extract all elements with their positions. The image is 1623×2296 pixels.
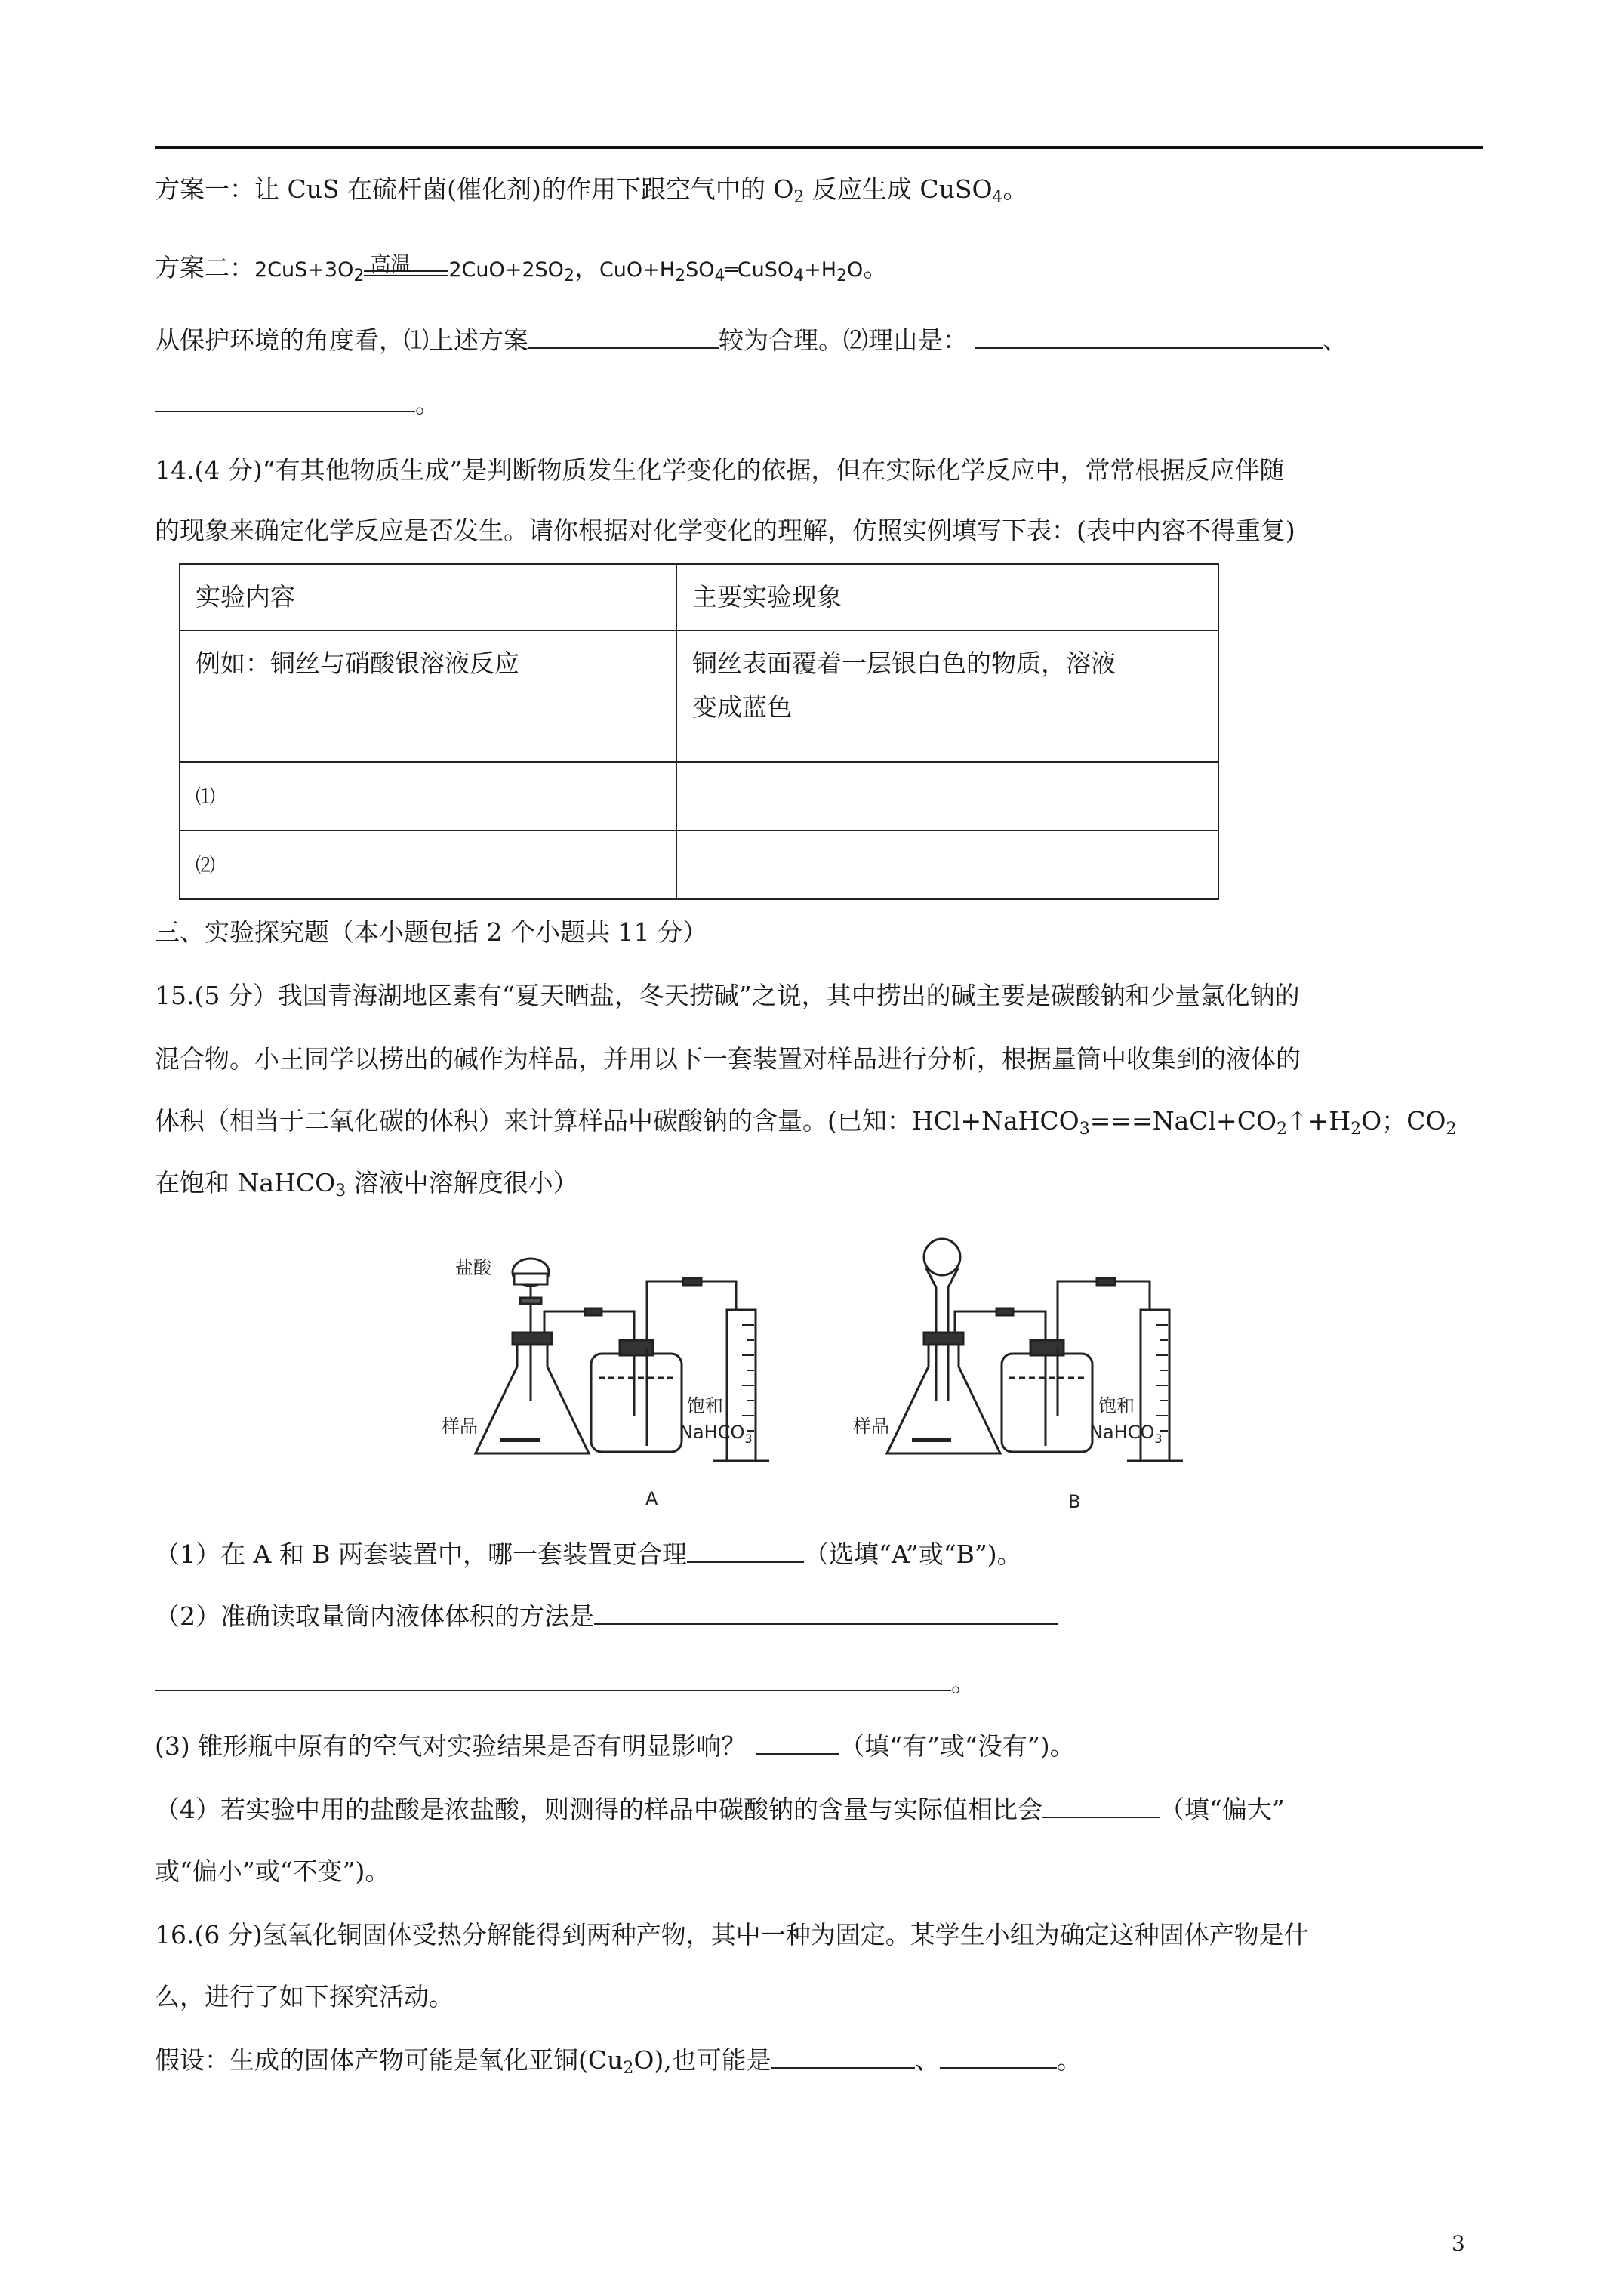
answer-blank-air-effect[interactable] bbox=[756, 1730, 839, 1755]
sample-label-a: 样品 bbox=[442, 1416, 478, 1437]
q14-line-2: 的现象来确定化学反应是否发生。请你根据对化学变化的理解，仿照实例填写下表：(表中内容不得重复) bbox=[155, 516, 1295, 545]
saturated-label-b: 饱和 bbox=[1098, 1395, 1135, 1416]
table-row bbox=[180, 630, 1218, 762]
q16-line-1: 16.(6 分)氢氧化铜固体受热分解能得到两种产物，其中一种为固定。某学生小组为确定这种固体产物是什 bbox=[155, 1920, 1309, 1949]
answer-blank-scheme[interactable] bbox=[528, 325, 719, 349]
q15-sub2: （2）准确读取量筒内液体体积的方法是 bbox=[155, 1599, 1058, 1634]
answer-blank-read-method-1[interactable] bbox=[594, 1601, 1058, 1625]
experiment-table bbox=[179, 563, 1219, 900]
q15-line-3: 体积（相当于二氧化碳的体积）来计算样品中碳酸钠的含量。(已知：$HCl+NaHCO_3===NaCl+CO_2↑+H_2O$；$CO_2$ bbox=[155, 1106, 1457, 1139]
q15-sub4: （4）若实验中用的盐酸是浓盐酸，则测得的样品中碳酸钠的含量与实际值相比会 （填“偏大” bbox=[155, 1795, 1285, 1824]
q15-line-4: 在饱和 NaHCO$_3$ 溶液中溶解度很小） bbox=[155, 1168, 578, 1200]
q15-sub1: （1）在 A 和 B 两套装置中，哪一套装置更合理 （选填“A”或“B”)。 bbox=[155, 1539, 1022, 1569]
answer-blank-deviation[interactable] bbox=[1042, 1794, 1160, 1818]
header-rule bbox=[155, 146, 1483, 149]
q16-hypothesis: 假设：生成的固体产物可能是氧化亚铜$(Cu_2O)$,也可能是 、 。 bbox=[155, 2045, 1082, 2078]
section-heading: 三、实验探究题（本小题包括 2 个小题共 11 分） bbox=[155, 917, 707, 947]
apparatus-b-label: B bbox=[1068, 1491, 1081, 1512]
q15-sub4-cont: 或“偏小”或“不变”)。 bbox=[155, 1857, 390, 1886]
table-cell[interactable]: ⑵ bbox=[180, 831, 676, 899]
table-row bbox=[180, 762, 1218, 831]
sample-label-b: 样品 bbox=[853, 1416, 889, 1437]
reaction-one: $2CuS+3O_2$ 高温 $2CuO+2SO_2$ bbox=[254, 253, 574, 285]
table-header-cell: 实验内容 bbox=[180, 564, 676, 630]
q16-line-2: 么，进行了如下探究活动。 bbox=[155, 1982, 454, 2011]
q15-sub2-cont: 。 bbox=[155, 1666, 976, 1700]
answer-blank-reason-1[interactable] bbox=[975, 325, 1323, 349]
table-row bbox=[180, 831, 1218, 899]
q13-question-cont: 。 bbox=[155, 387, 440, 421]
nahco3-label-b: NaHCO$_3$ bbox=[1089, 1422, 1163, 1446]
acid-label: 盐酸 bbox=[455, 1257, 491, 1278]
reaction-two: $CuO+H_2SO_4═CuSO_4+H_2O$ bbox=[599, 258, 864, 285]
q15-line-2: 混合物。小王同学以捞出的碱作为样品，并用以下一套装置对样品进行分析，根据量筒中收集到的液体的 bbox=[155, 1044, 1301, 1074]
scheme-two: 方案二：$2CuS+3O_2$ 高温 $2CuO+2SO_2$，$CuO+H_2SO_4═CuSO_4+H_2O$。 bbox=[155, 253, 888, 285]
answer-cell[interactable] bbox=[676, 762, 1218, 831]
answer-cell[interactable] bbox=[676, 831, 1218, 899]
saturated-label-a: 饱和 bbox=[687, 1395, 723, 1416]
q15-line-1: 15.(5 分）我国青海湖地区素有“夏天晒盐，冬天捞碱”之说，其中捞出的碱主要是碳酸钠和少量氯化钠的 bbox=[155, 981, 1300, 1010]
q13-question: 从保护环境的角度看，⑴上述方案 较为合理。⑵理由是： 、 bbox=[155, 325, 1347, 355]
page-number: 3 bbox=[1452, 2231, 1465, 2256]
q14-line-1: 14.(4 分)“有其他物质生成”是判断物质发生化学变化的依据，但在实际化学反应中，常常根据反应伴随 bbox=[155, 455, 1285, 485]
answer-blank-reason-2[interactable] bbox=[155, 388, 415, 412]
table-cell: 铜丝表面覆着一层银白色的物质，溶液 变成蓝色 bbox=[676, 630, 1218, 762]
answer-blank-apparatus[interactable] bbox=[687, 1539, 804, 1563]
nahco3-label-a: NaHCO$_3$ bbox=[679, 1422, 753, 1446]
table-header-row bbox=[180, 564, 1218, 630]
apparatus-figure bbox=[434, 1227, 1196, 1514]
scheme-one: 方案一：让 CuS 在硫杆菌(催化剂)的作用下跟空气中的 $O_2$ 反应生成 CuSO$_4$。 bbox=[155, 174, 1028, 207]
table-cell: 例如：铜丝与硝酸银溶液反应 bbox=[180, 630, 676, 762]
answer-blank-product-2[interactable] bbox=[940, 2045, 1057, 2069]
answer-blank-read-method-2[interactable] bbox=[155, 1667, 951, 1691]
table-header-cell: 主要实验现象 bbox=[676, 564, 1218, 630]
answer-blank-product-1[interactable] bbox=[771, 2045, 915, 2069]
table-cell[interactable]: ⑴ bbox=[180, 762, 676, 831]
apparatus-a-label: A bbox=[645, 1488, 658, 1509]
q15-sub3: (3) 锥形瓶中原有的空气对实验结果是否有明显影响？ （填“有”或“没有”)。 bbox=[155, 1731, 1075, 1761]
